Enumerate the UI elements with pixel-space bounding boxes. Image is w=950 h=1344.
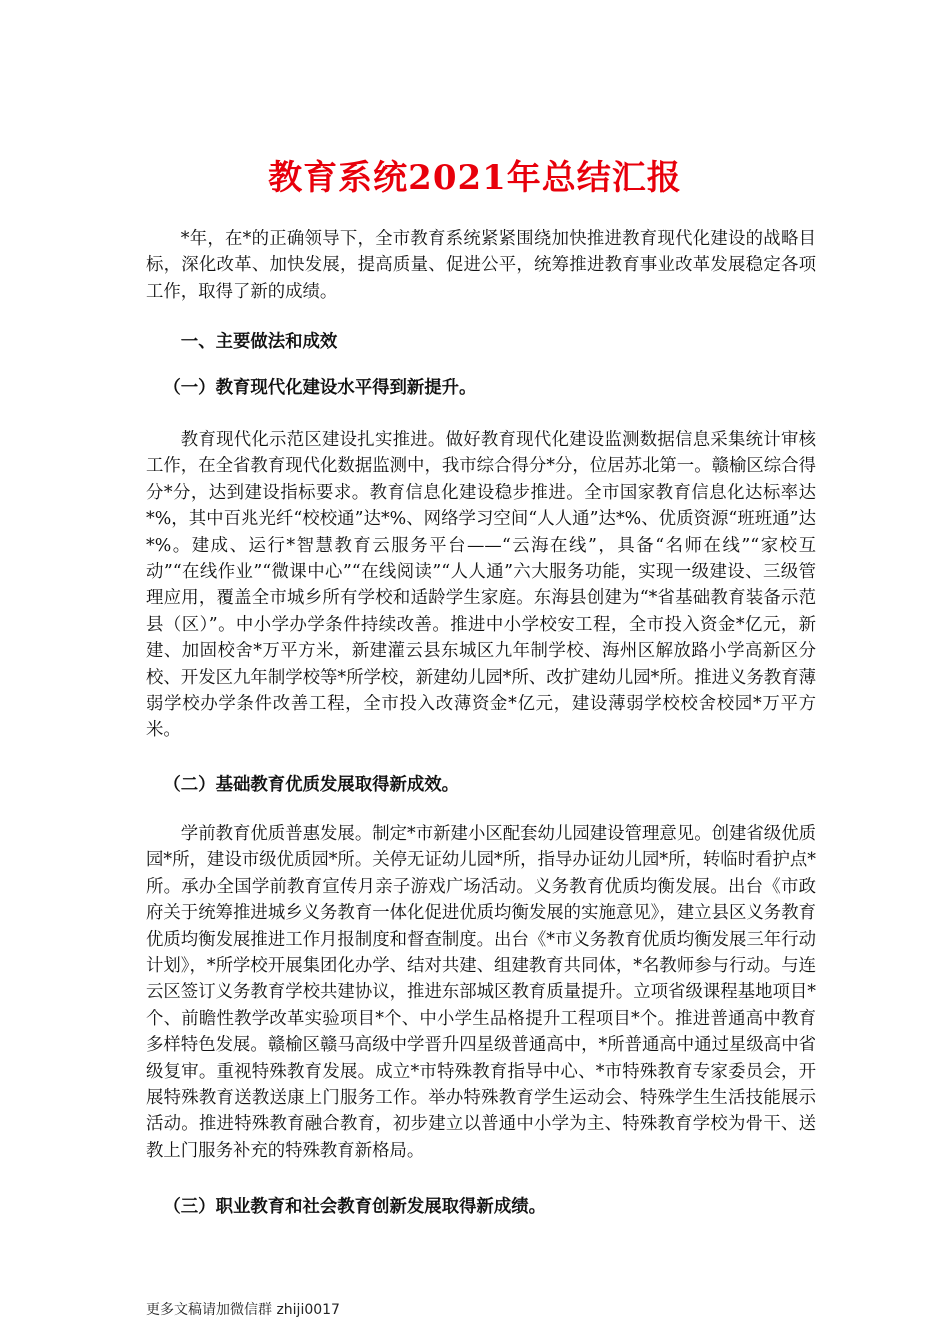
section1-heading-block bbox=[146, 329, 816, 355]
document-title: 教育系统2021年总结汇报 bbox=[268, 158, 682, 198]
intro-block bbox=[146, 226, 816, 305]
sub2-paragraph: 学前教育优质普惠发展。制定*市新建小区配套幼儿园建设管理意见。创建省级优质园*所，建设市级优质园*所。关停无证幼儿园*所，指导办证幼儿园*所，转临时看护点*所。承办全国学前教育宣传月亲子游戏广场活动。义务教育优质均衡发展。出台《市政府关于统筹推进城乡义务教育一体化促进优质均衡发展的实施意见》，建立县区义务教育优质均衡发展推进工作月报制度和督查制度。出台《*市义务教育优质均衡发展三年行动计划》，*所学校开展集团化办学、结对共建、组建教育共同体，*名教师参与行动。与连云区签订义务教育学校共建协议，推进东部城区教育质量提升。立项省级课程基地项目*个、前瞻性教学改革实验项目*个、中小学生品格提升工程项目*个。推进普通高中教育多样特色发展。赣榆区赣马高级中学晋升四星级普通高中，*所普通高中通过星级高中省级复审。重视特殊教育发展。成立*市特殊教育指导中心、*市特殊教育专家委员会，开展特殊教育送教送康上门服务工作。举办特殊教育学生运动会、特殊学生生活技能展示活动。推进特殊教育融合教育，初步建立以普通中小学为主、特殊教育学校为骨干、送教上门服务补充的特殊教育新格局。 bbox=[146, 824, 816, 1161]
section1-heading: 一、主要做法和成效 bbox=[180, 332, 338, 352]
sub3-heading-block bbox=[146, 1194, 816, 1220]
sub1-text-block bbox=[146, 427, 816, 744]
sub1-heading-block bbox=[146, 375, 816, 401]
sub1-paragraph: 教育现代化示范区建设扎实推进。做好教育现代化建设监测数据信息采集统计审核工作，在全省教育现代化数据监测中，我市综合得分*分，位居苏北第一。赣榆区综合得分*分，达到建设指标要求。教育信息化建设稳步推进。全市国家教育信息化达标率达*%，其中百兆光纤“校校通”达*%、网络学习空间“人人通”达*%、优质资源“班班通”达*%。建成、运行*智慧教育云服务平台——“云海在线”，具备“名师在线”“家校互动”“在线作业”“微课中心”“在线阅读”“人人通”六大服务功能，实现一级建设、三级管理应用，覆盖全市城乡所有学校和适龄学生家庭。东海县创建为“*省基础教育装备示范县（区）”。中小学办学条件持续改善。推进中小学校安工程，全市投入资金*亿元，新建、加固校舍*万平方米，新建灌云县东城区九年制学校、海州区解放路小学高新区分校、开发区九年制学校等*所学校，新建幼儿园*所、改扩建幼儿园*所。推进义务教育薄弱学校办学条件改善工程，全市投入改薄资金*亿元，建设薄弱学校校舍校园*万平方米。 bbox=[146, 430, 816, 741]
intro-paragraph: *年，在*的正确领导下，全市教育系统紧紧围绕加快推进教育现代化建设的战略目标，深化改革、加快发展，提高质量、促进公平，统筹推进教育事业改革发展稳定各项工作，取得了新的成绩。 bbox=[146, 229, 816, 302]
sub2-heading: （二）基础教育优质发展取得新成效。 bbox=[163, 775, 460, 795]
footer-note: 更多文稿请加微信群 zhiji0017 bbox=[146, 1302, 340, 1318]
sub2-text-block bbox=[146, 821, 816, 1164]
sub3-heading: （三）职业教育和社会教育创新发展取得新成绩。 bbox=[163, 1197, 546, 1217]
sub1-heading: （一）教育现代化建设水平得到新提升。 bbox=[163, 378, 477, 398]
sub2-heading-block bbox=[146, 772, 816, 798]
